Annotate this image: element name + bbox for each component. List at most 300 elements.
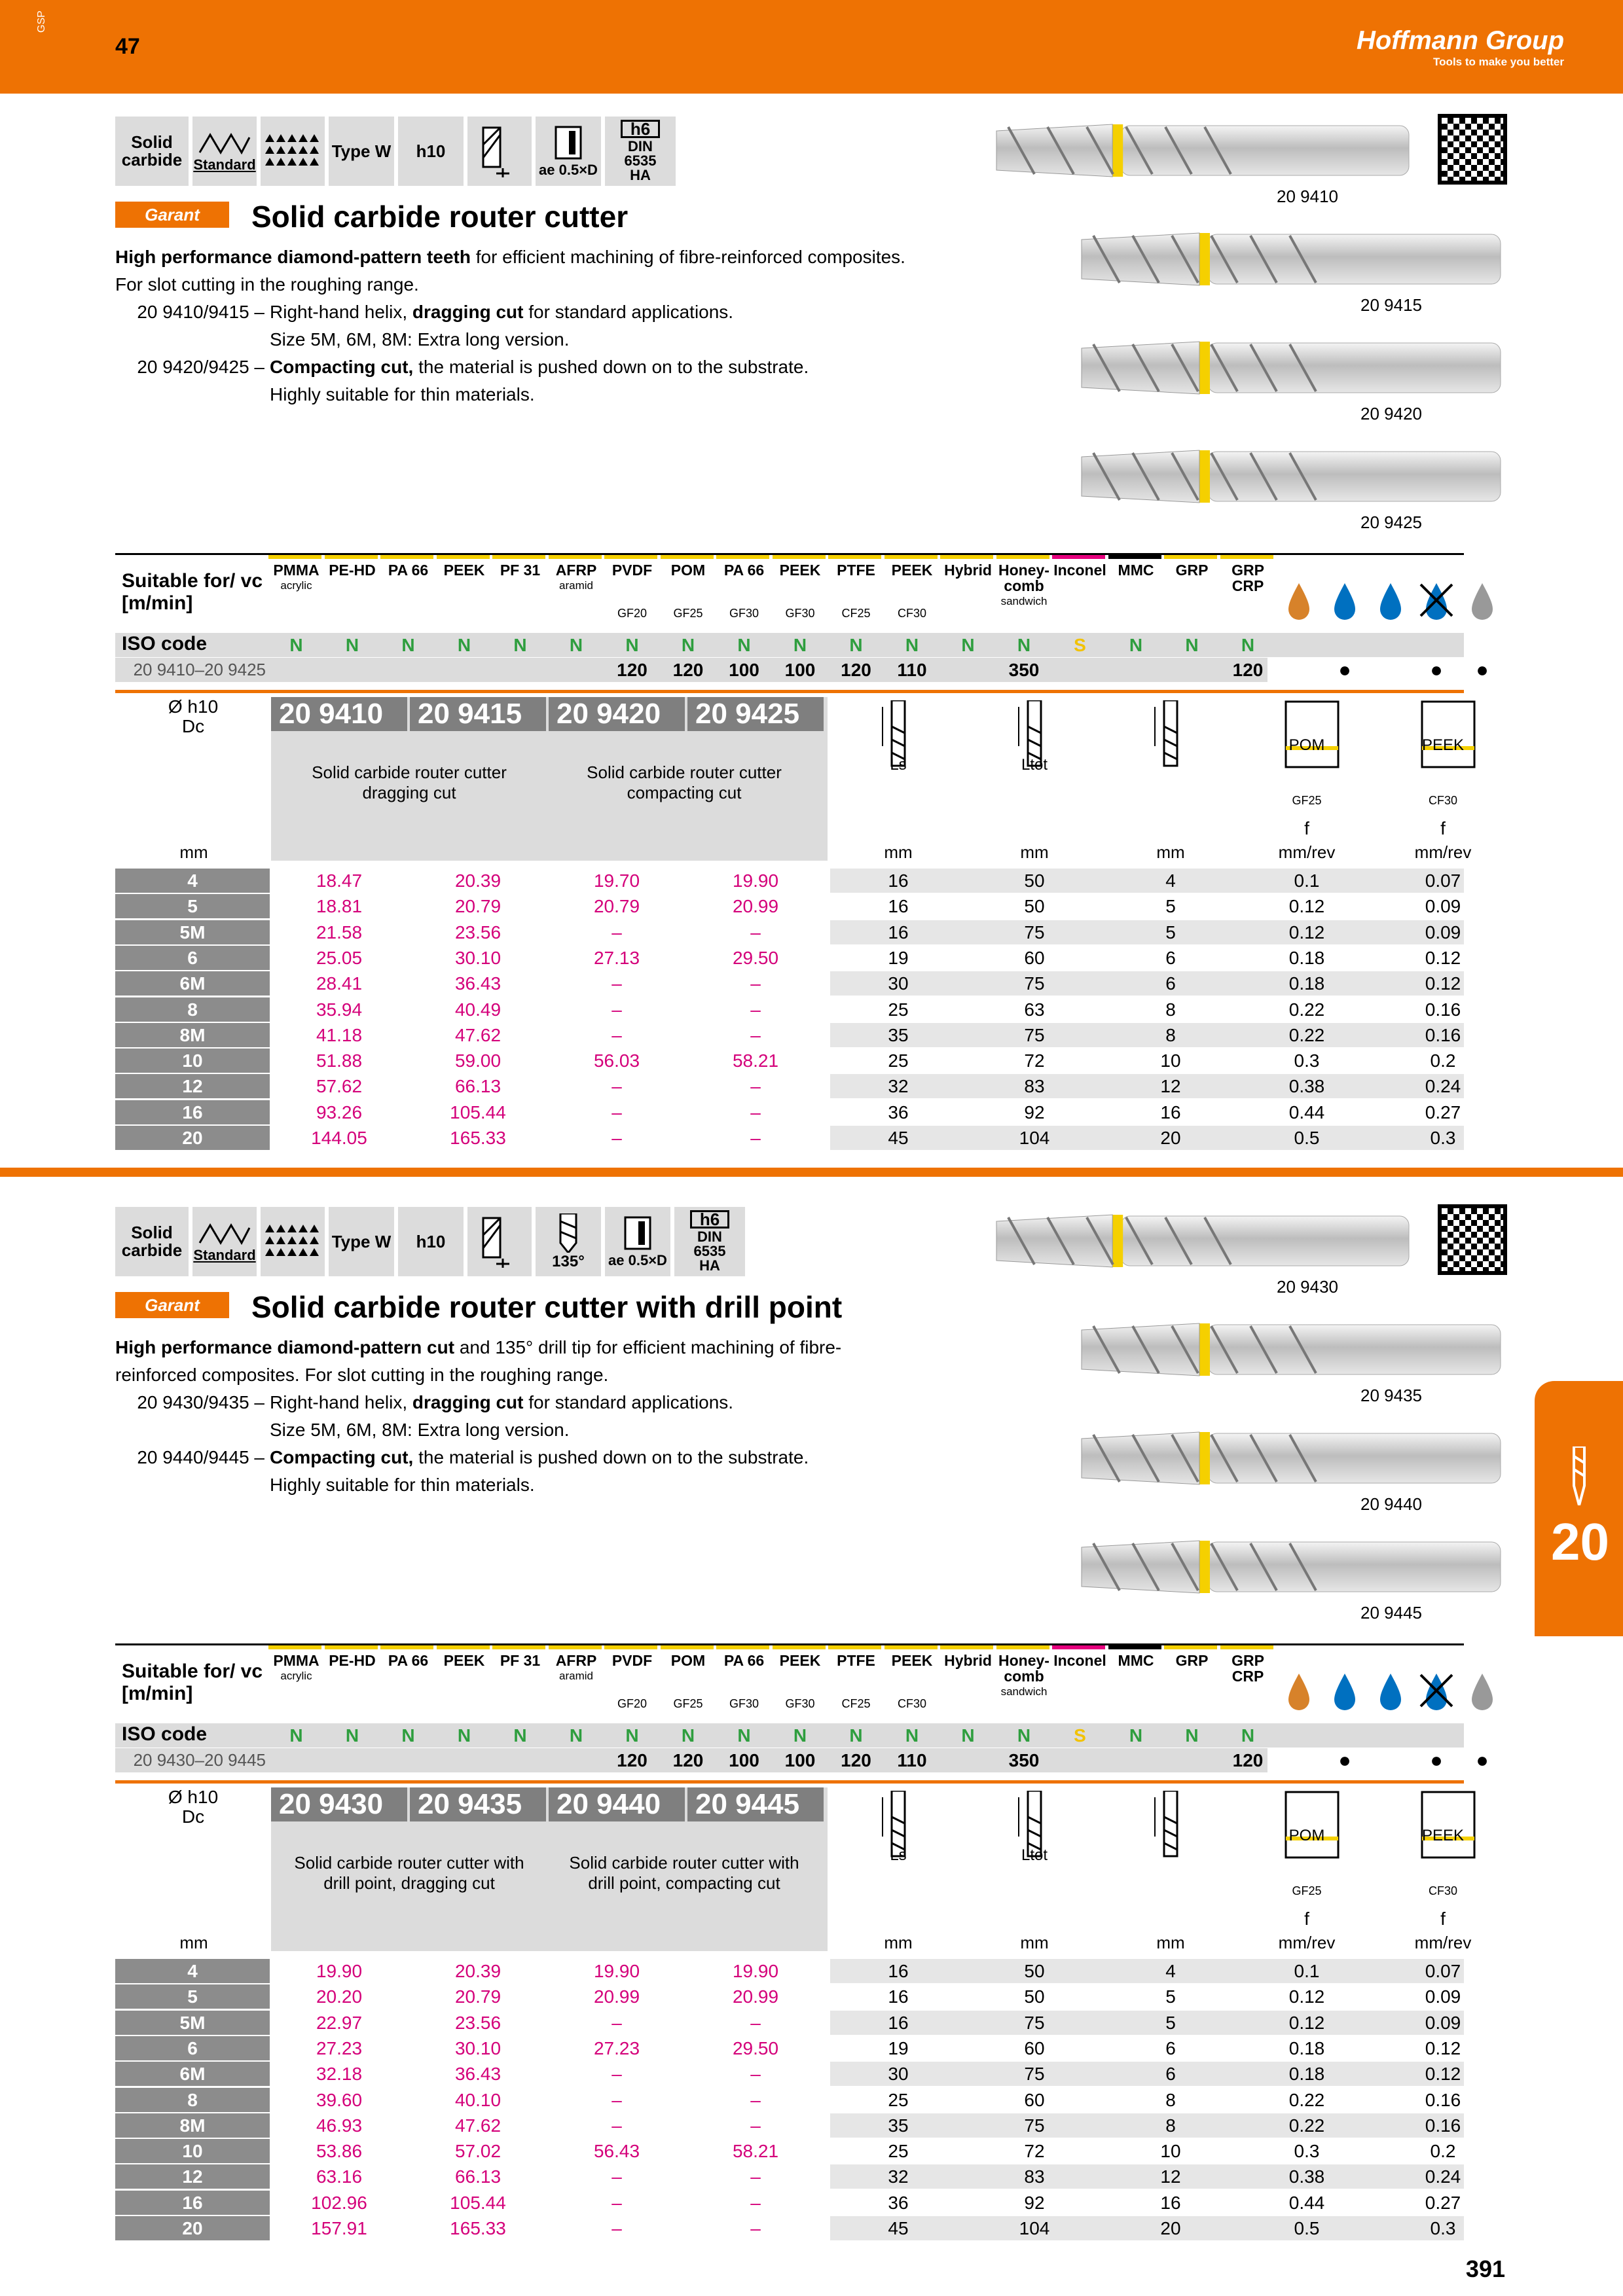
iso-code: N — [961, 1725, 975, 1746]
desc-text: Highly suitable for thin materials. — [270, 1475, 535, 1495]
air-icon — [1461, 579, 1503, 621]
table-cell: 0.44 — [1288, 2192, 1325, 2213]
router-cutter-image — [1080, 226, 1506, 292]
table-cell: 0.16 — [1425, 999, 1461, 1020]
desc-line-key: 20 9440/9445 – — [137, 1447, 264, 1467]
group-subsub: GF30 — [729, 1697, 759, 1710]
table-cell: 53.86 — [316, 2141, 363, 2162]
table-cell: 0.09 — [1425, 896, 1461, 917]
table-cell: 27.23 — [593, 2037, 640, 2058]
table-cell: 30 — [888, 973, 909, 994]
table-cell: – — [611, 1128, 622, 1148]
profile-icon — [198, 130, 251, 156]
table-cell: 47.62 — [454, 2115, 501, 2136]
desc-text2: for standard applications. — [523, 1392, 734, 1412]
table-cell: 72 — [1024, 2141, 1045, 2162]
desc-text: the material is pushed down on to the substrate. — [413, 1447, 809, 1467]
iso-code: N — [401, 1725, 415, 1746]
unit-label: mm/rev — [1278, 842, 1336, 862]
table-cell: 35 — [888, 2115, 909, 2136]
table-cell: 0.07 — [1425, 870, 1461, 891]
table-cell: 0.12 — [1288, 896, 1325, 917]
qr-code[interactable] — [1438, 1204, 1507, 1275]
desc-line-key: 20 9430/9435 – — [137, 1392, 264, 1412]
group-color-bar — [437, 555, 490, 559]
vc-value: 350 — [1008, 660, 1040, 680]
table-cell: 16 — [1160, 1102, 1181, 1122]
group-name: PEEK — [443, 562, 485, 579]
ae-icon — [621, 1215, 654, 1251]
badge-shank — [674, 1207, 745, 1276]
table-cell: 35.94 — [316, 999, 363, 1020]
table-cell: 10 — [1160, 2141, 1181, 2162]
table-cell: 0.22 — [1288, 1024, 1325, 1045]
tool-image — [1080, 226, 1506, 292]
brand-logo — [1357, 26, 1564, 69]
sub-dragging: Solid carbide router cutter dragging cut — [312, 762, 507, 802]
qr-code[interactable] — [1438, 114, 1507, 185]
group-name: PE-HD — [329, 562, 376, 579]
table-cell: 5M — [179, 922, 206, 942]
tool-image — [1080, 335, 1506, 401]
helix-icon — [477, 125, 522, 177]
table-cell: 57.02 — [454, 2141, 501, 2162]
badge-profile — [192, 1207, 257, 1276]
table-cell: 20.99 — [593, 1986, 640, 2007]
table-cell: 40.10 — [454, 2089, 501, 2110]
table-cell: 25.05 — [316, 947, 363, 968]
table-cell: 20.79 — [593, 896, 640, 917]
table-cell: 16 — [182, 2192, 203, 2213]
part-number: 20 9425 — [687, 697, 824, 731]
table-cell: – — [611, 2089, 622, 2110]
table-cell: 0.12 — [1425, 2064, 1461, 2085]
table-cell: 27.23 — [316, 2037, 363, 2058]
desc-line — [115, 1389, 914, 1416]
group-color-bar — [940, 1645, 993, 1649]
group-subsub: CF30 — [897, 1697, 926, 1710]
table-cell: 0.12 — [1425, 2037, 1461, 2058]
badge-h6: h6 — [621, 120, 660, 138]
table-cell: 0.22 — [1288, 2115, 1325, 2136]
table-cell: 92 — [1024, 2192, 1045, 2213]
group-color-bar — [1164, 555, 1217, 559]
table-cell: 50 — [1024, 870, 1045, 891]
group-header — [996, 1653, 1052, 1700]
orange-line — [115, 690, 1464, 693]
unit-label: mm — [884, 1933, 913, 1952]
table-cell: – — [611, 2115, 622, 2136]
table-cell: 144.05 — [311, 1128, 367, 1148]
col-icon — [1421, 1791, 1467, 1856]
table-cell: 36.43 — [454, 973, 501, 994]
desc-line-text — [270, 353, 809, 381]
iso-code: N — [345, 1725, 359, 1746]
badge-h6: h6 — [690, 1210, 729, 1229]
group-name: Inconel — [1053, 562, 1106, 579]
unit-label: mm/rev — [1414, 1933, 1472, 1952]
table-cell: 0.1 — [1294, 870, 1320, 891]
group-header — [1164, 1653, 1220, 1668]
badge-ae — [605, 1207, 670, 1276]
group-color-bar — [940, 555, 993, 559]
group-name: POM — [670, 562, 706, 579]
iso-code: N — [905, 1725, 919, 1746]
iso-code: N — [1241, 1725, 1255, 1746]
badge-helix — [467, 1207, 532, 1276]
table-cell: 0.2 — [1430, 1050, 1456, 1071]
table-cell: 59.00 — [454, 1050, 501, 1071]
iso-code: N — [345, 635, 359, 655]
table-cell: 0.3 — [1430, 1128, 1456, 1148]
iso-code: N — [1129, 635, 1143, 655]
table-cell: 5 — [1165, 2012, 1176, 2033]
table-cell: 50 — [1024, 896, 1045, 917]
group-color-bar — [1164, 1645, 1217, 1649]
cool-icon — [1324, 579, 1366, 621]
page-header — [0, 0, 1623, 94]
part-number: 20 9420 — [549, 697, 685, 731]
table-cell: 4 — [1165, 1961, 1176, 1981]
desc-line-key — [115, 381, 270, 408]
table-cell: – — [750, 1102, 761, 1122]
table-cell: 0.09 — [1425, 1986, 1461, 2007]
table-cell: – — [750, 2089, 761, 2110]
table-cell: 0.2 — [1430, 2141, 1456, 2162]
group-color-bar — [268, 1645, 321, 1649]
iso-code: N — [849, 635, 863, 655]
col-sub: CF30 — [1428, 794, 1457, 807]
desc-bold: Compacting cut, — [270, 357, 414, 377]
range-label: 20 9430–20 9445 — [133, 1750, 266, 1770]
desc-line-text — [270, 1389, 733, 1416]
group-header — [773, 1653, 828, 1668]
table-cell: 8 — [1165, 2115, 1176, 2136]
badge-shank — [605, 117, 676, 186]
table-cell: 47.62 — [454, 1024, 501, 1045]
group-header — [828, 562, 884, 578]
iso-code: N — [1185, 1725, 1199, 1746]
table-cell: 19 — [888, 947, 909, 968]
table-cell: – — [750, 2115, 761, 2136]
sub-compacting: Solid carbide router cutter with drill point, compacting cut — [569, 1853, 799, 1893]
section-divider — [0, 1168, 1623, 1177]
description — [115, 243, 914, 408]
table-cell: 0.12 — [1288, 2012, 1325, 2033]
table-cell: 19.90 — [732, 1961, 779, 1981]
tool-label: 20 9445 — [1360, 1603, 1422, 1623]
cool-dot: ● — [1476, 1748, 1489, 1772]
desc-text: Right-hand helix, — [270, 302, 412, 322]
table-cell: 25 — [888, 2089, 909, 2110]
vc-value: 120 — [672, 660, 704, 680]
table-cell: 25 — [888, 2141, 909, 2162]
table-cell: 23.56 — [454, 2012, 501, 2033]
group-name: GRP CRP — [1231, 1652, 1264, 1685]
table-cell: 5 — [1165, 1986, 1176, 2007]
group-header — [492, 1653, 548, 1668]
group-header — [716, 1653, 772, 1668]
table-cell: 30.10 — [454, 947, 501, 968]
table-cell: 0.12 — [1425, 973, 1461, 994]
table-cell: 60 — [1024, 2089, 1045, 2110]
group-name: PEEK — [779, 562, 821, 579]
table-cell: 10 — [182, 1050, 203, 1071]
part-number: 20 9430 — [271, 1787, 407, 1821]
badge-helix — [467, 117, 532, 186]
table-cell: 30.10 — [454, 2037, 501, 2058]
table-cell: 0.38 — [1288, 1076, 1325, 1097]
col-label: Ls — [890, 756, 907, 774]
group-color-bar — [773, 1645, 826, 1649]
group-name: PA 66 — [723, 562, 765, 579]
table-cell: 0.07 — [1425, 1961, 1461, 1981]
iso-code: N — [289, 635, 303, 655]
group-color-bar — [492, 555, 545, 559]
helix-icon — [477, 1215, 522, 1268]
unit-label: mm — [1156, 842, 1185, 862]
chapter-tab — [1535, 1381, 1623, 1636]
table-cell: 0.3 — [1294, 1050, 1320, 1071]
table-cell: 56.43 — [593, 2141, 640, 2162]
table-cell: – — [611, 2064, 622, 2085]
tool-label: 20 9435 — [1360, 1386, 1422, 1405]
unit-label: mm — [1020, 842, 1049, 862]
table-cell: 16 — [182, 1102, 203, 1122]
table-cell: 46.93 — [316, 2115, 363, 2136]
iso-code: N — [1185, 635, 1199, 655]
group-color-bar — [1108, 1645, 1161, 1649]
desc-line-key — [115, 1416, 270, 1444]
table-cell: 8M — [179, 1024, 206, 1045]
desc-text: Size 5M, 6M, 8M: Extra long version. — [270, 1420, 570, 1440]
intro — [115, 243, 914, 298]
table-cell: 16 — [888, 922, 909, 942]
cool-icon — [1461, 579, 1503, 621]
cool-icon — [1370, 1670, 1412, 1712]
group-name: PVDF — [611, 1652, 653, 1669]
tool-image — [1080, 1317, 1506, 1382]
group-color-bar — [492, 1645, 545, 1649]
spray-icon — [1370, 1670, 1412, 1712]
table-cell: 0.09 — [1425, 2012, 1461, 2033]
table-cell: 0.22 — [1288, 2089, 1325, 2110]
badge-ae-label: ae 0.5×D — [539, 161, 598, 178]
desc-line-text — [270, 1471, 535, 1499]
group-subsub: CF30 — [897, 607, 926, 620]
cool-dot: ● — [1430, 1748, 1443, 1772]
part-number: 20 9435 — [410, 1787, 546, 1821]
table-cell: 5 — [187, 896, 198, 917]
table-cell: 8 — [1165, 2089, 1176, 2110]
table-cell: 28.41 — [316, 973, 363, 994]
group-color-bar — [1052, 555, 1105, 559]
desc-line — [115, 1416, 914, 1444]
group-sub: acrylic — [280, 579, 312, 592]
vc-value: 100 — [784, 1750, 816, 1770]
group-sub: aramid — [559, 1670, 593, 1682]
table-cell: 23.56 — [454, 922, 501, 942]
group-name: PTFE — [837, 562, 875, 579]
mql-icon — [1278, 1670, 1320, 1712]
group-header — [1052, 562, 1108, 578]
table-cell: 0.16 — [1425, 1024, 1461, 1045]
table-cell: – — [750, 1128, 761, 1148]
table-cell: – — [611, 1076, 622, 1097]
table-cell: 58.21 — [732, 1050, 779, 1071]
intro-rest: and 135° drill tip for efficient machining of fibre-reinforced composites. For slot cutting in the roughing range. — [115, 1337, 842, 1385]
table-cell: 20 — [182, 1128, 203, 1148]
group-name: PEEK — [891, 562, 933, 579]
table-cell: 6 — [1165, 2037, 1176, 2058]
table-cell: 16 — [888, 1986, 909, 2007]
router-cutter-image — [1080, 335, 1506, 401]
chapter-number: 20 — [1551, 1513, 1609, 1571]
group-header — [661, 1653, 716, 1668]
table-cell: 0.16 — [1425, 2115, 1461, 2136]
table-cell: 0.27 — [1425, 2192, 1461, 2213]
table-cell: 102.96 — [311, 2192, 367, 2213]
table-cell: 18.81 — [316, 896, 363, 917]
iso-code: N — [961, 635, 975, 655]
col-icon — [1421, 700, 1467, 766]
group-name: MMC — [1118, 562, 1154, 579]
table-cell: 0.12 — [1288, 922, 1325, 942]
table-cell: 0.24 — [1425, 2166, 1461, 2187]
vc-value: 100 — [729, 1750, 759, 1770]
group-name: PF 31 — [500, 1652, 541, 1669]
col-sub: GF25 — [1292, 794, 1322, 807]
iso-code: N — [737, 635, 751, 655]
section-title: Solid carbide router cutter — [251, 200, 629, 234]
table-cell: – — [611, 922, 622, 942]
vc-value: 120 — [617, 1750, 647, 1770]
table-cell: 0.09 — [1425, 922, 1461, 942]
table-cell: 12 — [1160, 1076, 1181, 1097]
iso-code: N — [1017, 635, 1031, 655]
table-cell: 20 — [1160, 2218, 1181, 2238]
group-header — [884, 1653, 940, 1668]
iso-code: N — [1129, 1725, 1143, 1746]
table-cell: – — [750, 2218, 761, 2238]
group-color-bar — [1108, 555, 1161, 559]
iso-code: N — [289, 1725, 303, 1746]
emulsion-icon — [1324, 579, 1366, 621]
table-cell: – — [611, 1102, 622, 1122]
table-cell: 25 — [888, 1050, 909, 1071]
intro-bold: High performance diamond-pattern teeth — [115, 247, 471, 267]
table-cell: 104 — [1019, 2218, 1050, 2238]
group-name: Hybrid — [944, 1652, 992, 1669]
tool-image — [995, 1208, 1414, 1274]
group-header — [549, 562, 604, 594]
iso-code: N — [457, 635, 471, 655]
table-cell: 83 — [1024, 1076, 1045, 1097]
table-cell: 51.88 — [316, 1050, 363, 1071]
f-label: f — [1304, 818, 1309, 838]
intro — [115, 1334, 914, 1389]
group-header — [1052, 1653, 1108, 1668]
col-icon — [1148, 700, 1194, 766]
col-label: Ltot — [1021, 756, 1048, 774]
table-cell: – — [611, 1024, 622, 1045]
mql-icon — [1278, 579, 1320, 621]
table-cell: – — [750, 2192, 761, 2213]
table-cell: 6 — [187, 947, 198, 968]
iso-code: N — [681, 1725, 695, 1746]
table-cell: 8M — [179, 2115, 206, 2136]
table-cell: 0.18 — [1288, 2037, 1325, 2058]
table-cell: 16 — [1160, 2192, 1181, 2213]
dimension-icon — [1148, 700, 1194, 772]
iso-code: N — [513, 635, 527, 655]
table-cell: 40.49 — [454, 999, 501, 1020]
table-cell: 20.39 — [454, 870, 501, 891]
table-cell: 0.18 — [1288, 947, 1325, 968]
group-header — [437, 562, 492, 578]
table-cell: 8 — [187, 2089, 198, 2110]
table-cell: – — [750, 922, 761, 942]
table-cell: 75 — [1024, 2012, 1045, 2033]
table-cell: 0.5 — [1294, 2218, 1320, 2238]
table-cell: 66.13 — [454, 1076, 501, 1097]
badge-drill-angle — [536, 1207, 601, 1276]
table-cell: 75 — [1024, 922, 1045, 942]
table-cell: 19.90 — [316, 1961, 363, 1981]
table-cell: 41.18 — [316, 1024, 363, 1045]
table-cell: 75 — [1024, 973, 1045, 994]
intro-rest: for efficient machining of fibre-reinforced composites. For slot cutting in the roughing range. — [115, 247, 905, 295]
garant-logo: Garant — [115, 202, 229, 228]
group-subsub: GF30 — [729, 607, 759, 620]
group-name: PF 31 — [500, 562, 541, 579]
group-header — [492, 562, 548, 578]
group-color-bar — [268, 555, 321, 559]
group-color-bar — [884, 1645, 938, 1649]
table-cell: 6 — [1165, 973, 1176, 994]
group-sub: acrylic — [280, 1670, 312, 1682]
table-cell: – — [611, 2166, 622, 2187]
table-cell: 36 — [888, 1102, 909, 1122]
tool-label: 20 9420 — [1360, 404, 1422, 423]
table-cell: 75 — [1024, 2064, 1045, 2085]
diamond-pattern-icon — [264, 1222, 321, 1261]
table-cell: 60 — [1024, 947, 1045, 968]
desc-line-text — [270, 326, 570, 353]
group-name: MMC — [1118, 1652, 1154, 1669]
tool-label: 20 9410 — [1277, 187, 1338, 206]
part-number: 20 9415 — [410, 697, 546, 731]
table-cell: – — [750, 1076, 761, 1097]
table-cell: 4 — [187, 1961, 198, 1981]
group-header — [380, 1653, 436, 1668]
group-subsub: GF20 — [617, 607, 647, 620]
desc-line-text — [270, 1416, 570, 1444]
table-cell: 12 — [1160, 2166, 1181, 2187]
table-cell: 75 — [1024, 1024, 1045, 1045]
iso-code: S — [1074, 635, 1086, 655]
group-header — [773, 562, 828, 578]
group-subsub: GF25 — [673, 607, 703, 620]
table-cell: 16 — [888, 1961, 909, 1981]
group-color-bar — [604, 555, 657, 559]
group-subsub: GF30 — [785, 607, 815, 620]
sub-compacting: Solid carbide router cutter compacting cut — [587, 762, 782, 802]
group-name: PMMA — [273, 562, 319, 579]
table-cell: 104 — [1019, 1128, 1050, 1148]
group-header — [268, 1653, 324, 1684]
cool-dot: ● — [1338, 1748, 1351, 1772]
